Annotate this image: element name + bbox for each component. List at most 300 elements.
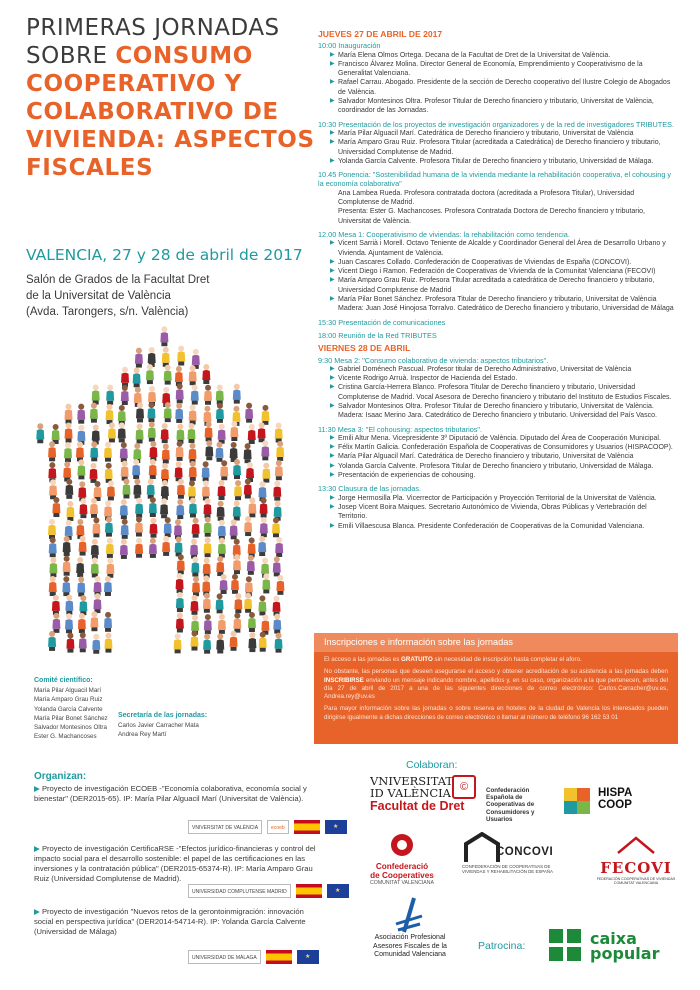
- person-figure: [66, 633, 74, 653]
- fecovi-fullname: FEDERACIÓN COOPERATIVAS DE VIVIENDAS COMUNITAT VALENCIANA: [596, 877, 676, 886]
- person-figure: [63, 536, 71, 556]
- aaff-stripes-icon: [390, 896, 430, 934]
- person-figure: [258, 536, 266, 556]
- person-figure: [273, 614, 281, 634]
- person-figure: [52, 595, 60, 615]
- bullet-triangle-icon: ▶: [330, 402, 335, 409]
- speaker-item: [318, 365, 674, 374]
- person-figure: [244, 443, 252, 463]
- person-figure: [261, 405, 269, 425]
- speaker-text: Cristina García-Herrera Blanco. Profesora Titular de Derecho financiero y tributario, Universidad Complutense de Madrid. Vocal Asesora de Derecho financiero y tributario del Instituto de Estudios Fiscales.: [338, 384, 672, 401]
- person-figure: [147, 402, 155, 422]
- committee-heading: Comité científico:: [34, 677, 93, 684]
- person-figure: [230, 421, 238, 441]
- person-figure: [273, 596, 281, 616]
- person-figure: [135, 517, 143, 537]
- person-figure: [105, 517, 113, 537]
- bullet-triangle-icon: ▶: [330, 494, 335, 501]
- speaker-text: María Amparo Grau Ruiz. Profesora Titular (acreditada a Catedrática) de Derecho financiero y tributario, Universidad Complutense de Madrid.: [338, 139, 661, 156]
- uv-name-line-2: ID VALÈNCIA: [370, 786, 451, 800]
- person-figure: [49, 537, 57, 557]
- bullet-triangle-icon: ▶: [330, 444, 335, 451]
- speaker-text: Yolanda García Calvente. Profesora Titular de Derecho financiero y tributario, Universidad de Málaga.: [338, 157, 654, 165]
- person-figure: [160, 326, 168, 346]
- person-figure: [189, 497, 197, 517]
- speaker-text: Yolanda García Calvente. Profesora Titular de Derecho financiero y tributario, Universidad de Málaga.: [338, 462, 654, 470]
- info-paragraph-2: [314, 664, 678, 701]
- person-figure: [162, 536, 170, 556]
- ucm-logo: UNIVERSIDAD COMPLUTENSE MADRID: [188, 884, 291, 898]
- person-figure: [204, 385, 212, 405]
- organizers-heading: Organizan:: [34, 771, 87, 782]
- speaker-item: [318, 129, 674, 138]
- person-figure: [64, 404, 72, 424]
- speaker-item: [318, 462, 674, 471]
- person-figure: [262, 463, 270, 483]
- person-figure: [92, 385, 100, 405]
- concovi-name: CONCOVI: [496, 846, 554, 858]
- person-figure: [149, 459, 157, 479]
- person-figure: [189, 365, 197, 385]
- person-figure: [205, 421, 213, 441]
- speaker-item: [318, 522, 674, 531]
- person-figure: [133, 367, 141, 387]
- aaff-name-3: Comunidad Valenciana: [374, 951, 446, 958]
- person-figure: [121, 385, 129, 405]
- bullet-triangle-icon: ▶: [330, 434, 335, 441]
- person-figure: [276, 575, 284, 595]
- person-figure: [132, 459, 140, 479]
- person-figure: [247, 555, 255, 575]
- aaff-cv-logo: [362, 896, 458, 960]
- bullet-triangle-icon: ▶: [330, 453, 335, 460]
- person-figure: [91, 539, 99, 559]
- person-figure: [174, 633, 182, 653]
- person-figure: [275, 537, 283, 557]
- uv-facultat-dret-logo: [370, 774, 469, 813]
- program: [318, 30, 674, 535]
- speaker-item: [318, 494, 674, 503]
- person-figure: [104, 633, 112, 653]
- bullet-triangle-icon: ▶: [330, 277, 335, 284]
- person-figure: [149, 538, 157, 558]
- person-figure: [121, 461, 129, 481]
- person-figure: [231, 574, 239, 594]
- speaker-text: Francisco Álvarez Molina. Director General de Economía, Emprendimiento y Cooperativismo de la Generalitat Valenciana.: [338, 60, 643, 78]
- person-figure: [176, 592, 184, 612]
- person-figure: [202, 480, 210, 500]
- person-figure: [120, 442, 128, 462]
- person-figure: [233, 554, 241, 574]
- person-figure: [203, 634, 211, 654]
- speaker-text: Salvador Montesinos Oltra. Profesor Titular de Derecho financiero y tributario, Universitat de València, coordinador de las Jornadas.: [338, 98, 654, 115]
- person-figure: [78, 613, 86, 633]
- person-figure: [106, 558, 114, 578]
- person-figure: [90, 403, 98, 423]
- person-figure: [233, 384, 241, 404]
- person-figure: [192, 576, 200, 596]
- person-figure: [272, 517, 280, 537]
- person-figure: [65, 595, 73, 615]
- info-emphasis: GRATUITO: [401, 656, 433, 663]
- slot-title: 18:00 Reunión de la Red TRIBUTES: [318, 330, 437, 340]
- slot-title: 10:30 Presentación de los proyectos de investigación organizadores y de la red de investigadores TRIBUTES.: [318, 119, 674, 129]
- speaker-text: María Amparo Grau Ruiz. Profesora Titular acreditada a catedrática de Derecho financiero y tributario, Universidad Complutense de Madrid: [338, 277, 655, 294]
- program-slot: [318, 356, 674, 421]
- coop-text: COOP: [598, 798, 632, 811]
- person-figure: [161, 423, 169, 443]
- ecoeb-logo: ecoeb: [267, 820, 289, 834]
- person-figure: [217, 501, 225, 521]
- program-slot: [318, 425, 674, 481]
- person-figure: [175, 461, 183, 481]
- person-figure: [76, 557, 84, 577]
- committee-member: María Pilar Bonet Sánchez: [34, 714, 108, 722]
- person-figure: [162, 347, 170, 367]
- project-text: Proyecto de investigación CertificaRSE -"Efectos jurídico-financieras y control del impacto social para el desarrollo sostenible: el papel de las certificaciones en las inversiones y la contratación pública" (DER2015-65374-R). IP: María Amparo Grau Ruiz (Universidad Complutense de Madrid).: [34, 844, 316, 883]
- person-figure: [104, 612, 112, 632]
- person-figure: [104, 442, 112, 462]
- speaker-item: [318, 374, 674, 383]
- person-figure: [188, 480, 196, 500]
- speaker-item: [318, 258, 674, 267]
- speaker-item: [318, 267, 674, 276]
- person-figure: [218, 614, 226, 634]
- program-slot: [318, 484, 674, 530]
- project-certificarse: [34, 844, 316, 884]
- person-figure: [234, 593, 242, 613]
- person-figure: [90, 611, 98, 631]
- slot-title: 9:30 Mesa 2: "Consumo colaborativo de vivienda: aspectos tributarios".: [318, 355, 549, 365]
- spain-ministry-logo: [294, 820, 320, 834]
- speaker-note: Presenta: Ester G. Machancoses. Profesora Contratada Doctora de Derecho financiero y tributario, Universitat de València.: [338, 208, 645, 225]
- person-figure: [176, 424, 184, 444]
- speaker-note: Madera: Isaac Merino Jara. Catedrático de Derecho financiero y tributario. Universidad del País Vasco.: [338, 412, 657, 420]
- person-figure: [177, 479, 185, 499]
- person-figure: [79, 498, 87, 518]
- person-figure: [204, 517, 212, 537]
- speaker-text: Salvador Montesinos Oltra. Profesor Titular de Derecho financiero y tributario, Universitat de València.: [338, 402, 654, 410]
- person-figure: [216, 384, 224, 404]
- house-crowd-illustration: [20, 318, 310, 658]
- person-figure: [244, 516, 252, 536]
- bullet-triangle-icon: ▶: [330, 296, 335, 303]
- title-line-6: FISCALES: [26, 155, 154, 181]
- speaker-item: [318, 503, 674, 522]
- person-figure: [162, 443, 170, 463]
- person-figure: [148, 347, 156, 367]
- person-figure: [90, 498, 98, 518]
- person-figure: [244, 593, 252, 613]
- speaker-text: Vicente Rodrigo Arruà. Inspector de Hacienda del Estado.: [338, 375, 518, 383]
- slot-title: 13:30 Clausura de las jornadas.: [318, 484, 422, 494]
- person-figure: [260, 497, 268, 517]
- person-figure: [218, 424, 226, 444]
- person-figure: [248, 537, 256, 557]
- speaker-text: Vicent Diego i Ramon. Federación de Cooperativas de Vivienda de la Comunitat Valenciana (FECOVI): [338, 268, 656, 276]
- speaker-text: Emili Altur Mena. Vicepresidente 3º Diputació de València. Diputado del Área de Cooperación Municipal.: [338, 434, 661, 442]
- info-text: enviando un mensaje indicando nombre, apellidos y, en su caso, organización a la que pertenecen, antes del día 27 de abril de 2017 a una de las siguientes direcciones de correo electrónico: Carlos.Carracher@uv.es, Andrea.rey@uv.es: [324, 676, 668, 701]
- person-figure: [258, 422, 266, 442]
- person-figure: [149, 497, 157, 517]
- person-figure: [276, 441, 284, 461]
- info-text: El acceso a las jornadas es: [324, 656, 402, 663]
- person-figure: [164, 365, 172, 385]
- project-text: Proyecto de investigación "Nuevos retos de la gerontoinmigración: innovación social en perspectiva jurídica" (DER2014-54714-R). IP: Yolanda García Calvente (Universidad de Málaga): [34, 907, 306, 936]
- person-figure: [233, 500, 241, 520]
- event-title: [26, 14, 316, 182]
- person-figure: [36, 423, 44, 443]
- speaker-item: [318, 295, 674, 304]
- person-figure: [248, 632, 256, 652]
- person-figure: [120, 539, 128, 559]
- slot-title: 12.00 Mesa 1: Cooperativismo de viviendas: la rehabilitación como tendencia.: [318, 229, 570, 239]
- person-figure: [189, 443, 197, 463]
- person-figure: [105, 463, 113, 483]
- person-figure: [149, 518, 157, 538]
- registration-info-box: [314, 633, 678, 744]
- person-figure: [92, 634, 100, 654]
- speaker-item: [318, 97, 674, 116]
- person-figure: [190, 631, 198, 651]
- person-figure: [48, 519, 56, 539]
- person-figure: [122, 478, 130, 498]
- bullet-triangle-icon: ▶: [34, 907, 42, 916]
- person-figure: [78, 481, 86, 501]
- person-figure: [175, 536, 183, 556]
- person-figure: [188, 423, 196, 443]
- slot-title: 10.45 Ponencia: "Sostenibilidad humana de la vivienda mediante la rehabilitación cooperativa, el cohousing y la economía colaborativa": [318, 170, 672, 189]
- person-figure: [90, 463, 98, 483]
- person-figure: [258, 595, 266, 615]
- person-figure: [202, 575, 210, 595]
- bullet-triangle-icon: ▶: [330, 503, 335, 510]
- speaker-text: Josep Vicent Boira Maiques. Secretario Autonómico de Vivienda, Obras Públicas y Vertebración del Territorio.: [338, 503, 647, 521]
- hispa-text: HISPA: [598, 787, 633, 799]
- speaker-text: Rafael Carrau. Abogado. Presidente de la sección de Derecho cooperativo del Ilustre Colegio de Abogados de València.: [338, 79, 671, 96]
- program-slot: [318, 41, 674, 115]
- person-figure: [230, 442, 238, 462]
- speaker-item: [318, 276, 674, 295]
- bullet-triangle-icon: ▶: [330, 462, 335, 469]
- speaker-note: Madera: Juan José Hinojosa Torralvo. Catedrático de Derecho financiero y tributario, Universidad de Málaga: [338, 305, 674, 313]
- person-figure: [259, 632, 267, 652]
- speaker-note: Ana Lambea Rueda. Profesora contratada doctora (acreditada a Profesora Titular), Universidad Complutense de Madrid.: [338, 189, 635, 207]
- title-line-2: [26, 42, 316, 70]
- slot-title: 15:30 Presentación de comunicaciones: [318, 317, 446, 327]
- person-figure: [49, 576, 57, 596]
- registration-heading: Inscripciones e información sobre las jornadas: [314, 633, 678, 652]
- person-figure: [216, 442, 224, 462]
- person-figure: [136, 402, 144, 422]
- committee-member: Ester G. Machancoses: [34, 733, 97, 741]
- person-figure: [174, 519, 182, 539]
- person-figure: [176, 441, 184, 461]
- facultat-dret-label: Facultat de Dret: [370, 799, 465, 813]
- sponsor-heading: Patrocina:: [478, 940, 526, 952]
- person-figure: [175, 366, 183, 386]
- title-line-5: VIVIENDA: ASPECTOS: [26, 127, 315, 153]
- person-figure: [205, 440, 213, 460]
- bullet-triangle-icon: ▶: [34, 784, 42, 793]
- spain-ministry-logo: [296, 884, 322, 898]
- day-2-heading: VIERNES 28 DE ABRIL: [318, 343, 411, 354]
- speaker-item: [318, 471, 674, 480]
- person-figure: [92, 517, 100, 537]
- person-figure: [65, 479, 73, 499]
- person-figure: [176, 612, 184, 632]
- person-figure: [66, 501, 74, 521]
- person-figure: [216, 556, 224, 576]
- person-figure: [275, 633, 283, 653]
- speaker-text: Emili Villaescusa Blanca. Presidente Confederación de Cooperativas de la Comunidad Valenciana.: [338, 522, 645, 530]
- person-figure: [79, 536, 87, 556]
- fecovi-roof-icon: [616, 836, 656, 854]
- fecovi-name: FECOVI: [600, 859, 672, 877]
- committee-member: Yolanda García Calvente: [34, 705, 103, 713]
- person-figure: [202, 364, 210, 384]
- person-figure: [63, 462, 71, 482]
- person-figure: [245, 403, 253, 423]
- person-figure: [135, 498, 143, 518]
- info-emphasis: INSCRIBIRSE: [324, 676, 364, 684]
- person-figure: [93, 593, 101, 613]
- program-slot: [318, 331, 674, 340]
- person-figure: [177, 346, 185, 366]
- committee-member: María Pilar Alguacil Marí: [34, 687, 102, 695]
- title-line-1: PRIMERAS JORNADAS: [26, 15, 280, 41]
- bullet-triangle-icon: ▶: [330, 472, 335, 479]
- person-figure: [52, 613, 60, 633]
- person-figure: [106, 404, 114, 424]
- bullet-triangle-icon: ▶: [330, 384, 335, 391]
- uma-logo: UNIVERSIDAD DE MÁLAGA: [188, 950, 261, 964]
- speaker-item: [318, 434, 674, 443]
- speaker-text: María Pilar Alguacil Marí. Catedrática de Derecho financiero y tributario, Universitat de València: [338, 453, 634, 461]
- person-figure: [136, 423, 144, 443]
- person-figure: [65, 423, 73, 443]
- person-figure: [190, 539, 198, 559]
- person-figure: [161, 480, 169, 500]
- person-figure: [176, 383, 184, 403]
- cc-name-1: Confederació: [375, 862, 429, 871]
- uv-logo: VNIVERSITAT DE VALÈNCIA: [188, 820, 262, 834]
- person-figure: [273, 481, 281, 501]
- person-figure: [189, 405, 197, 425]
- bullet-triangle-icon: ▶: [330, 375, 335, 382]
- speaker-item: [318, 138, 674, 157]
- cooperatives-cv-logo: [362, 832, 442, 886]
- person-figure: [230, 519, 238, 539]
- uv-name-line-1: VNIVERSITAT: [370, 774, 454, 788]
- person-figure: [77, 577, 85, 597]
- person-figure: [233, 613, 241, 633]
- speaker-item: [318, 78, 674, 97]
- title-line-4: COLABORATIVO DE: [26, 99, 279, 125]
- person-figure: [233, 459, 241, 479]
- person-figure: [133, 479, 141, 499]
- person-figure: [63, 556, 71, 576]
- person-figure: [248, 497, 256, 517]
- project-gerontoinmigracion: [34, 907, 316, 937]
- person-figure: [234, 480, 242, 500]
- speaker-item: [318, 452, 674, 461]
- person-figure: [164, 517, 172, 537]
- person-figure: [49, 557, 57, 577]
- speaker-text: Félix Martín Galicia. Confederación Española de Cooperativas de Consumidores y Usuarios (HISPACOOP).: [338, 444, 673, 452]
- speaker-item: [318, 383, 674, 402]
- person-figure: [216, 633, 224, 653]
- bullet-triangle-icon: ▶: [34, 844, 42, 853]
- person-figure: [164, 402, 172, 422]
- cecu-text: Confederación Española de Cooperativas de Consumidores y Usuarios: [486, 787, 535, 823]
- eu-flag-icon: ★: [327, 884, 349, 898]
- person-figure: [230, 631, 238, 651]
- person-figure: [65, 613, 73, 633]
- bullet-triangle-icon: ▶: [330, 139, 335, 146]
- title-line-2-orange: CONSUMO: [115, 43, 253, 69]
- speaker-item: [318, 239, 674, 258]
- person-figure: [244, 478, 252, 498]
- person-figure: [248, 424, 256, 444]
- person-figure: [92, 424, 100, 444]
- person-figure: [106, 385, 114, 405]
- committee-member: María Amparo Grau Ruiz: [34, 696, 103, 704]
- person-figure: [135, 348, 143, 368]
- person-figure: [77, 459, 85, 479]
- person-figure: [189, 461, 197, 481]
- person-figure: [79, 595, 87, 615]
- bullet-triangle-icon: ▶: [330, 98, 335, 105]
- person-figure: [192, 518, 200, 538]
- bullet-triangle-icon: ▶: [330, 240, 335, 247]
- person-figure: [216, 593, 224, 613]
- bullet-triangle-icon: ▶: [330, 51, 335, 58]
- info-paragraph-1: [314, 652, 678, 664]
- person-figure: [79, 632, 87, 652]
- caixa-popular-emblem-icon: [546, 926, 586, 966]
- hispacoop-cube-icon: [562, 786, 592, 816]
- speaker-text: Vicent Sarrià i Morell. Octavo Teniente de Alcalde y Coordinador General del Área de Desarrollo Urbano y Vivienda. Ajuntament de València.: [338, 240, 666, 257]
- person-figure: [220, 460, 228, 480]
- person-figure: [176, 499, 184, 519]
- title-line-3: COOPERATIVO Y: [26, 71, 242, 97]
- person-figure: [94, 576, 102, 596]
- bullet-triangle-icon: ▶: [330, 365, 335, 372]
- event-dates: VALENCIA, 27 y 28 de abril de 2017: [26, 246, 303, 264]
- person-figure: [52, 497, 60, 517]
- program-slot: [318, 120, 674, 166]
- person-figure: [203, 498, 211, 518]
- person-figure: [76, 441, 84, 461]
- speaker-text: María Pilar Bonet Sánchez. Profesora Titular de Derecho financiero y tributario, Universitat de València: [338, 296, 657, 304]
- person-figure: [49, 479, 57, 499]
- bullet-triangle-icon: ▶: [330, 60, 335, 67]
- program-slot: [318, 170, 674, 226]
- person-figure: [190, 595, 198, 615]
- person-figure: [77, 425, 85, 445]
- person-figure: [204, 537, 212, 557]
- project-ecoeb: [34, 784, 316, 804]
- fecovi-logo: [596, 836, 676, 885]
- person-figure: [91, 557, 99, 577]
- person-figure: [216, 403, 224, 423]
- speaker-item: [318, 402, 674, 411]
- secretariat-member: Carlos Javier Carracher Mata: [118, 722, 199, 730]
- person-figure: [48, 462, 56, 482]
- person-figure: [147, 479, 155, 499]
- day-1-heading: JUEVES 27 DE ABRIL DE 2017: [318, 29, 443, 39]
